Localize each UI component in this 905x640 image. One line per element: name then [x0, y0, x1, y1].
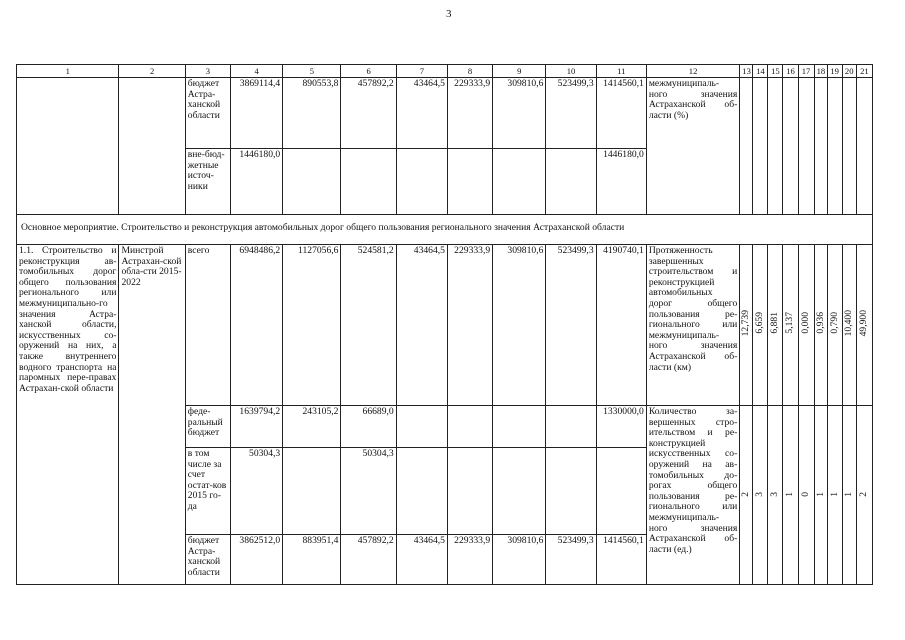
- amount-cell: [546, 406, 596, 448]
- column-number: 8: [447, 65, 492, 78]
- amount-cell: 1639794,2: [230, 406, 282, 448]
- indicator-value: 10,400: [842, 245, 856, 406]
- indicator-name: Количество за-вершенных стро-ительством и ре-конструкцией искусственных со-оружений на ав-томобильных до-рогах общего пользования ре-гионального или межмуниципаль-ного значения Астраханской об-ласти (ед.): [646, 406, 739, 585]
- amount-cell: [396, 448, 447, 535]
- amount-cell: 1446180,0: [596, 149, 646, 215]
- activity-name: 1.1. Строительство и реконструкция ав-томобильных дорог общего пользования регионального или межмуниципально-го значения Астра-ханской области, искусственных со-оружений на них, а также внутреннего водного транспорта на паромных пере-правах Астрахан-ской области: [17, 245, 119, 585]
- column-number: 1: [17, 65, 119, 78]
- empty-cell: [119, 78, 185, 215]
- funding-source: всего: [185, 245, 230, 406]
- amount-cell: 309810,6: [493, 535, 546, 585]
- indicator-value: 49,900: [856, 245, 872, 406]
- empty-cell: [798, 78, 814, 215]
- amount-cell: [447, 149, 492, 215]
- empty-cell: [814, 78, 827, 215]
- amount-cell: 1414560,1: [596, 535, 646, 585]
- column-number: 5: [283, 65, 341, 78]
- column-number: 12: [646, 65, 739, 78]
- indicator-name: межмуниципаль-ного значения Астраханской об-ласти (%): [646, 78, 739, 215]
- amount-cell: 883951,4: [283, 535, 341, 585]
- amount-cell: 523499,3: [546, 535, 596, 585]
- column-number: 15: [768, 65, 783, 78]
- amount-cell: [396, 406, 447, 448]
- indicator-value: 12,739: [740, 245, 753, 406]
- column-number: 21: [856, 65, 872, 78]
- amount-cell: 50304,3: [341, 448, 396, 535]
- empty-cell: [17, 78, 119, 215]
- column-number: 11: [596, 65, 646, 78]
- column-number: 19: [827, 65, 842, 78]
- amount-cell: 6948486,2: [230, 245, 282, 406]
- amount-cell: 309810,6: [493, 245, 546, 406]
- amount-cell: 1127056,6: [283, 245, 341, 406]
- amount-cell: [447, 448, 492, 535]
- indicator-value: 1: [842, 406, 856, 585]
- amount-cell: 523499,3: [546, 245, 596, 406]
- empty-cell: [753, 78, 768, 215]
- amount-cell: [493, 448, 546, 535]
- empty-cell: [856, 78, 872, 215]
- funding-source: вне-бюд-жетные источ-ники: [185, 149, 230, 215]
- amount-cell: 1414560,1: [596, 78, 646, 149]
- column-number: 16: [783, 65, 798, 78]
- amount-cell: [546, 448, 596, 535]
- amount-cell: 1446180,0: [230, 149, 282, 215]
- empty-cell: [783, 78, 798, 215]
- column-number: 20: [842, 65, 856, 78]
- amount-cell: 890553,8: [283, 78, 341, 149]
- indicator-value: 1: [783, 406, 798, 585]
- indicator-value: 3: [753, 406, 768, 585]
- column-number: 9: [493, 65, 546, 78]
- amount-cell: 3862512,0: [230, 535, 282, 585]
- section-row: [17, 215, 873, 245]
- amount-cell: 50304,3: [230, 448, 282, 535]
- funding-source: в том числе за счет остат-ков 2015 го-да: [185, 448, 230, 535]
- amount-cell: 4190740,1: [596, 245, 646, 406]
- empty-cell: [827, 78, 842, 215]
- indicator-value: 3: [768, 406, 783, 585]
- amount-cell: [283, 448, 341, 535]
- section-title: Основное мероприятие. Строительство и реконструкция автомобильных дорог общего пользования регионального значения Астраханской области: [17, 215, 873, 245]
- amount-cell: 43464,5: [396, 245, 447, 406]
- funding-source: бюджет Астра-ханской области: [185, 78, 230, 149]
- page-number: 3: [446, 8, 452, 20]
- amount-cell: 524581,2: [341, 245, 396, 406]
- empty-cell: [842, 78, 856, 215]
- table-row: [17, 78, 873, 149]
- indicator-value: 0,936: [814, 245, 827, 406]
- amount-cell: [396, 149, 447, 215]
- column-number: 2: [119, 65, 185, 78]
- indicator-name: Протяженность завершенных строительством и реконструкцией автомобильных дорог общего пользования ре-гионального или межмуниципаль-ного значения Астраханской об-ласти (км): [646, 245, 739, 406]
- indicator-value: 0: [798, 406, 814, 585]
- column-number: 10: [546, 65, 596, 78]
- amount-cell: 229333,9: [447, 78, 492, 149]
- amount-cell: [596, 448, 646, 535]
- column-number: 17: [798, 65, 814, 78]
- amount-cell: 229333,9: [447, 535, 492, 585]
- indicator-value: 1: [827, 406, 842, 585]
- indicator-value: 2: [856, 406, 872, 585]
- amount-cell: 457892,2: [341, 535, 396, 585]
- amount-cell: 309810,6: [493, 78, 546, 149]
- indicator-value: 2: [740, 406, 753, 585]
- column-number: 4: [230, 65, 282, 78]
- funding-source: феде-ральный бюджет: [185, 406, 230, 448]
- amount-cell: 43464,5: [396, 78, 447, 149]
- amount-cell: 243105,2: [283, 406, 341, 448]
- empty-cell: [768, 78, 783, 215]
- amount-cell: [493, 406, 546, 448]
- indicator-value: 6,881: [768, 245, 783, 406]
- amount-cell: [546, 149, 596, 215]
- amount-cell: [283, 149, 341, 215]
- amount-cell: 229333,9: [447, 245, 492, 406]
- amount-cell: 523499,3: [546, 78, 596, 149]
- column-number: 13: [740, 65, 753, 78]
- indicator-value: 5,137: [783, 245, 798, 406]
- column-number: 3: [185, 65, 230, 78]
- column-number-row: [17, 65, 873, 78]
- amount-cell: [341, 149, 396, 215]
- executor-cell: Минстрой Астрахан-ской обла-сти 2015-2022: [119, 245, 185, 585]
- indicator-value: 0,790: [827, 245, 842, 406]
- funding-source: бюджет Астра-ханской области: [185, 535, 230, 585]
- amount-cell: 1330000,0: [596, 406, 646, 448]
- column-number: 6: [341, 65, 396, 78]
- amount-cell: 3869114,4: [230, 78, 282, 149]
- empty-cell: [740, 78, 753, 215]
- amount-cell: 66689,0: [341, 406, 396, 448]
- indicator-value: 0,000: [798, 245, 814, 406]
- indicator-value: 6,659: [753, 245, 768, 406]
- column-number: 7: [396, 65, 447, 78]
- column-number: 14: [753, 65, 768, 78]
- indicator-value: 1: [814, 406, 827, 585]
- table-row: [17, 245, 873, 406]
- budget-table: [16, 64, 873, 585]
- amount-cell: 43464,5: [396, 535, 447, 585]
- amount-cell: [447, 406, 492, 448]
- amount-cell: 457892,2: [341, 78, 396, 149]
- column-number: 18: [814, 65, 827, 78]
- amount-cell: [493, 149, 546, 215]
